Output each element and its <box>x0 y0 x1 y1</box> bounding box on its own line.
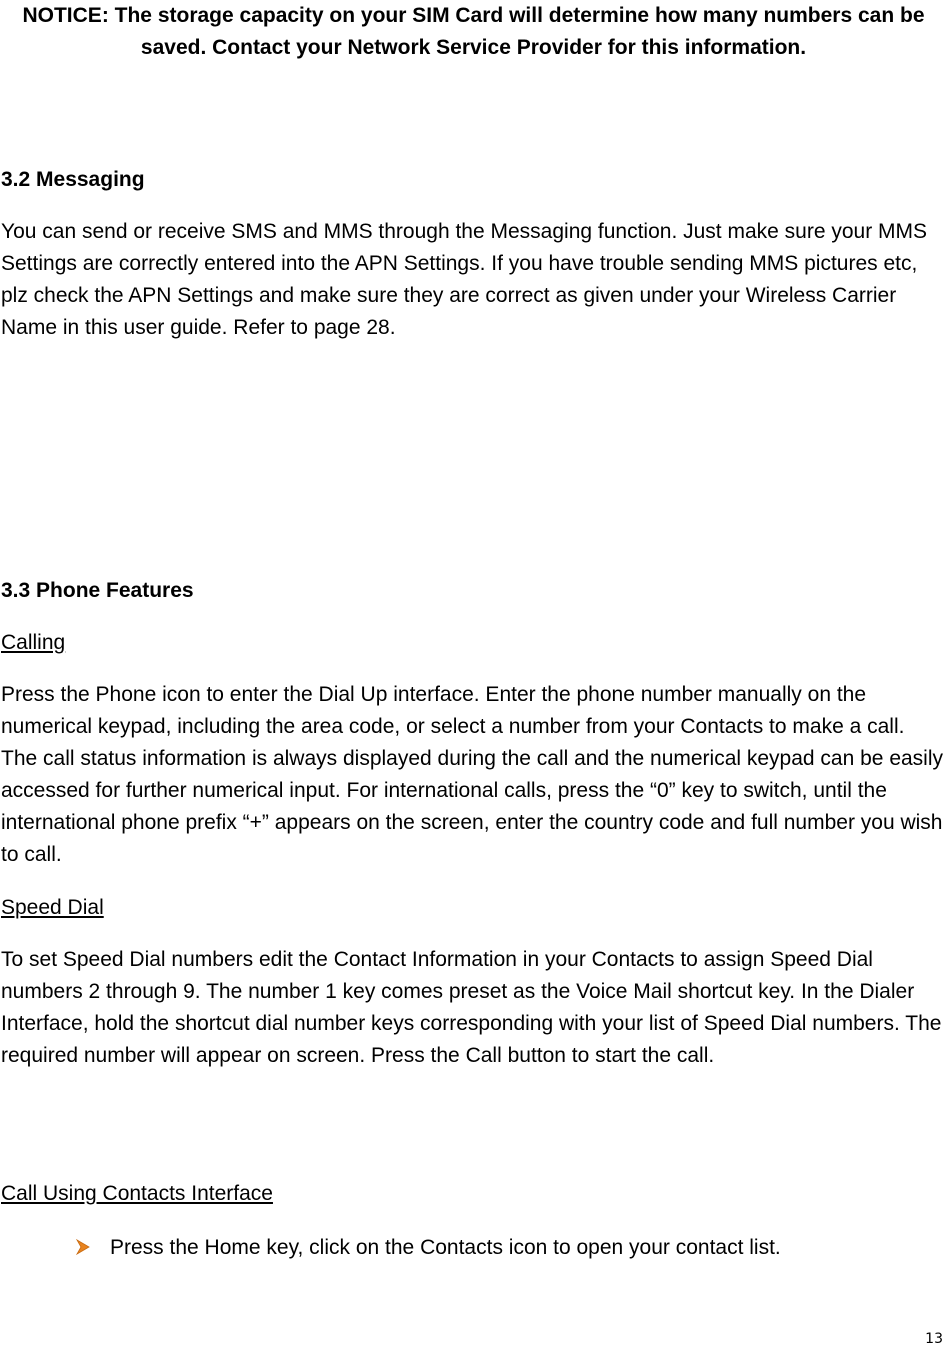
section-heading-phone-features: 3.3 Phone Features <box>1 579 194 602</box>
section-heading-messaging: 3.2 Messaging <box>1 168 145 191</box>
bullet-text: Press the Home key, click on the Contacts icon to open your contact list. <box>110 1236 781 1259</box>
subheading-speed-dial: Speed Dial <box>1 896 104 919</box>
subheading-calling: Calling <box>1 631 66 654</box>
bullet-item <box>74 1234 781 1262</box>
notice-text: NOTICE: The storage capacity on your SIM Card will determine how many numbers can be saved. Contact your Network Service Provider for this information. <box>22 4 925 59</box>
page-number: 13 <box>925 1331 943 1347</box>
calling-paragraph: Press the Phone icon to enter the Dial Up interface. Enter the phone number manually on the numerical keypad, including the area code, or select a number from your Contacts to make a call. The call status information is always displayed during the call and the numerical keypad can be easily accessed for further numerical input. For international calls, press the “0” key to switch, until the international phone prefix “+” appears on the screen, enter the country code and full number you wish to call. <box>1 683 944 866</box>
messaging-paragraph: You can send or receive SMS and MMS through the Messaging function. Just make sure your MMS Settings are correctly entered into the APN Settings. If you have trouble sending MMS pictures etc, plz check the APN Settings and make sure they are correct as given under your Wireless Carrier Name in this user guide. Refer to page 28. <box>1 220 928 339</box>
arrow-bullet-icon <box>74 1234 110 1262</box>
speed-dial-paragraph: To set Speed Dial numbers edit the Contact Information in your Contacts to assign Speed Dial numbers 2 through 9. The number 1 key comes preset as the Voice Mail shortcut key. In the Dialer Interface, hold the shortcut dial number keys corresponding with your list of Speed Dial numbers. The required number will appear on screen. Press the Call button to start the call. <box>1 948 942 1067</box>
subheading-contacts-interface: Call Using Contacts Interface <box>1 1182 273 1205</box>
